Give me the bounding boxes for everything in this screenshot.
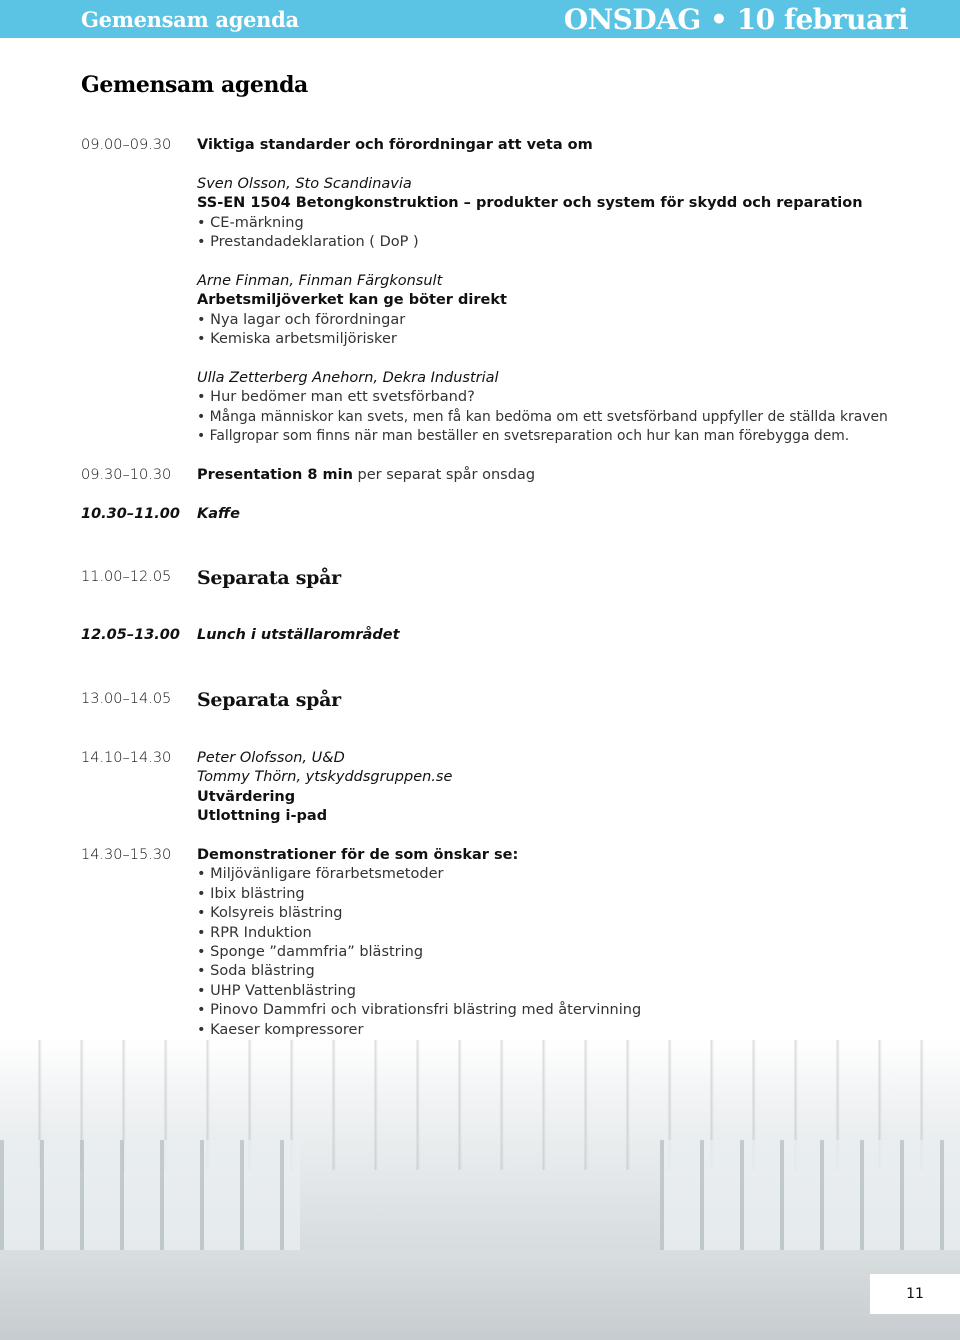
- session-time: 13.00–14.05: [81, 691, 172, 707]
- session-time: 12.05–13.00: [81, 627, 180, 643]
- header-left-title: Gemensam agenda: [81, 6, 299, 32]
- header-bar: [0, 0, 960, 38]
- bullet-item: • Kaeser kompressorer: [197, 1021, 921, 1040]
- session-title-rest: per separat spår onsdag: [352, 467, 536, 483]
- session-content: [197, 505, 921, 524]
- speaker-name: Sven Olsson, Sto Scandinavia: [197, 175, 412, 192]
- session-time: 09.30–10.30: [81, 467, 172, 483]
- session-time: 11.00–12.05: [81, 569, 172, 585]
- session-content: [197, 136, 921, 446]
- session-content: [197, 749, 921, 827]
- bullet-item: • UHP Vattenblästring: [197, 982, 921, 1001]
- session-time: 14.10–14.30: [81, 750, 172, 766]
- bullet-item: • Fallgropar som finns när man beställer en svetsreparation och hur kan man förebygga dem.: [197, 427, 921, 446]
- warehouse-background-image: [0, 1040, 960, 1340]
- session-content: [197, 466, 921, 485]
- bullet-item: • Prestandadeklaration ( DoP ): [197, 233, 921, 252]
- session-time: 09.00–09.30: [81, 137, 172, 153]
- session-title: Viktiga standarder och förordningar att veta om: [197, 137, 593, 153]
- speaker-name: Tommy Thörn, ytskyddsgruppen.se: [197, 769, 453, 786]
- bullet-item: • Sponge ”dammfria” blästring: [197, 943, 921, 962]
- bullet-item: • Kolsyreis blästring: [197, 904, 921, 923]
- session-title: Kaffe: [197, 506, 240, 522]
- page-number: 11: [870, 1274, 960, 1314]
- speaker-name: Peter Olofsson, U&D: [197, 750, 345, 766]
- page-title: Gemensam agenda: [81, 72, 308, 98]
- bullet-item: • Pinovo Dammfri och vibrationsfri blästring med återvinning: [197, 1001, 921, 1020]
- session-content: [197, 566, 921, 590]
- bullet-item: • Kemiska arbetsmiljörisker: [197, 330, 921, 349]
- header-date: ONSDAG • 10 februari: [563, 2, 908, 36]
- bullet-item: • Många människor kan svets, men få kan bedöma om ett svetsförband uppfyller de ställda kraven: [197, 408, 921, 427]
- session-content: [197, 846, 921, 1059]
- bullet-item: • CE-märkning: [197, 214, 921, 233]
- session-time: 14.30–15.30: [81, 847, 172, 863]
- bullet-item: • Nya lagar och förordningar: [197, 311, 921, 330]
- speaker-name: Arne Finman, Finman Färgkonsult: [197, 272, 443, 289]
- session-item: Utlottning i-pad: [197, 808, 328, 825]
- talk-topic: SS-EN 1504 Betongkonstruktion – produkter och system för skydd och reparation: [197, 195, 863, 212]
- bullet-item: • Hur bedömer man ett svetsförband?: [197, 388, 921, 407]
- session-title: Lunch i utställarområdet: [197, 627, 400, 643]
- session-content: [197, 626, 921, 645]
- session-title: Separata spår: [197, 689, 341, 711]
- session-title-bold: Presentation 8 min: [197, 467, 353, 483]
- talk-topic: Arbetsmiljöverket kan ge böter direkt: [197, 292, 507, 309]
- warehouse-floor: [0, 1250, 960, 1340]
- bullet-item: • Ibix blästring: [197, 885, 921, 904]
- session-time: 10.30–11.00: [81, 506, 180, 522]
- session-item: Utvärdering: [197, 788, 296, 805]
- session-title: Demonstrationer för de som önskar se:: [197, 847, 519, 863]
- bullet-item: • Soda blästring: [197, 962, 921, 981]
- warehouse-left-wall: [0, 1140, 300, 1260]
- session-title: Separata spår: [197, 567, 341, 589]
- speaker-name: Ulla Zetterberg Anehorn, Dekra Industrial: [197, 369, 499, 386]
- session-content: [197, 688, 921, 712]
- bullet-item: • RPR Induktion: [197, 924, 921, 943]
- bullet-item: • Miljövänligare förarbetsmetoder: [197, 865, 921, 884]
- warehouse-right-wall: [660, 1140, 960, 1260]
